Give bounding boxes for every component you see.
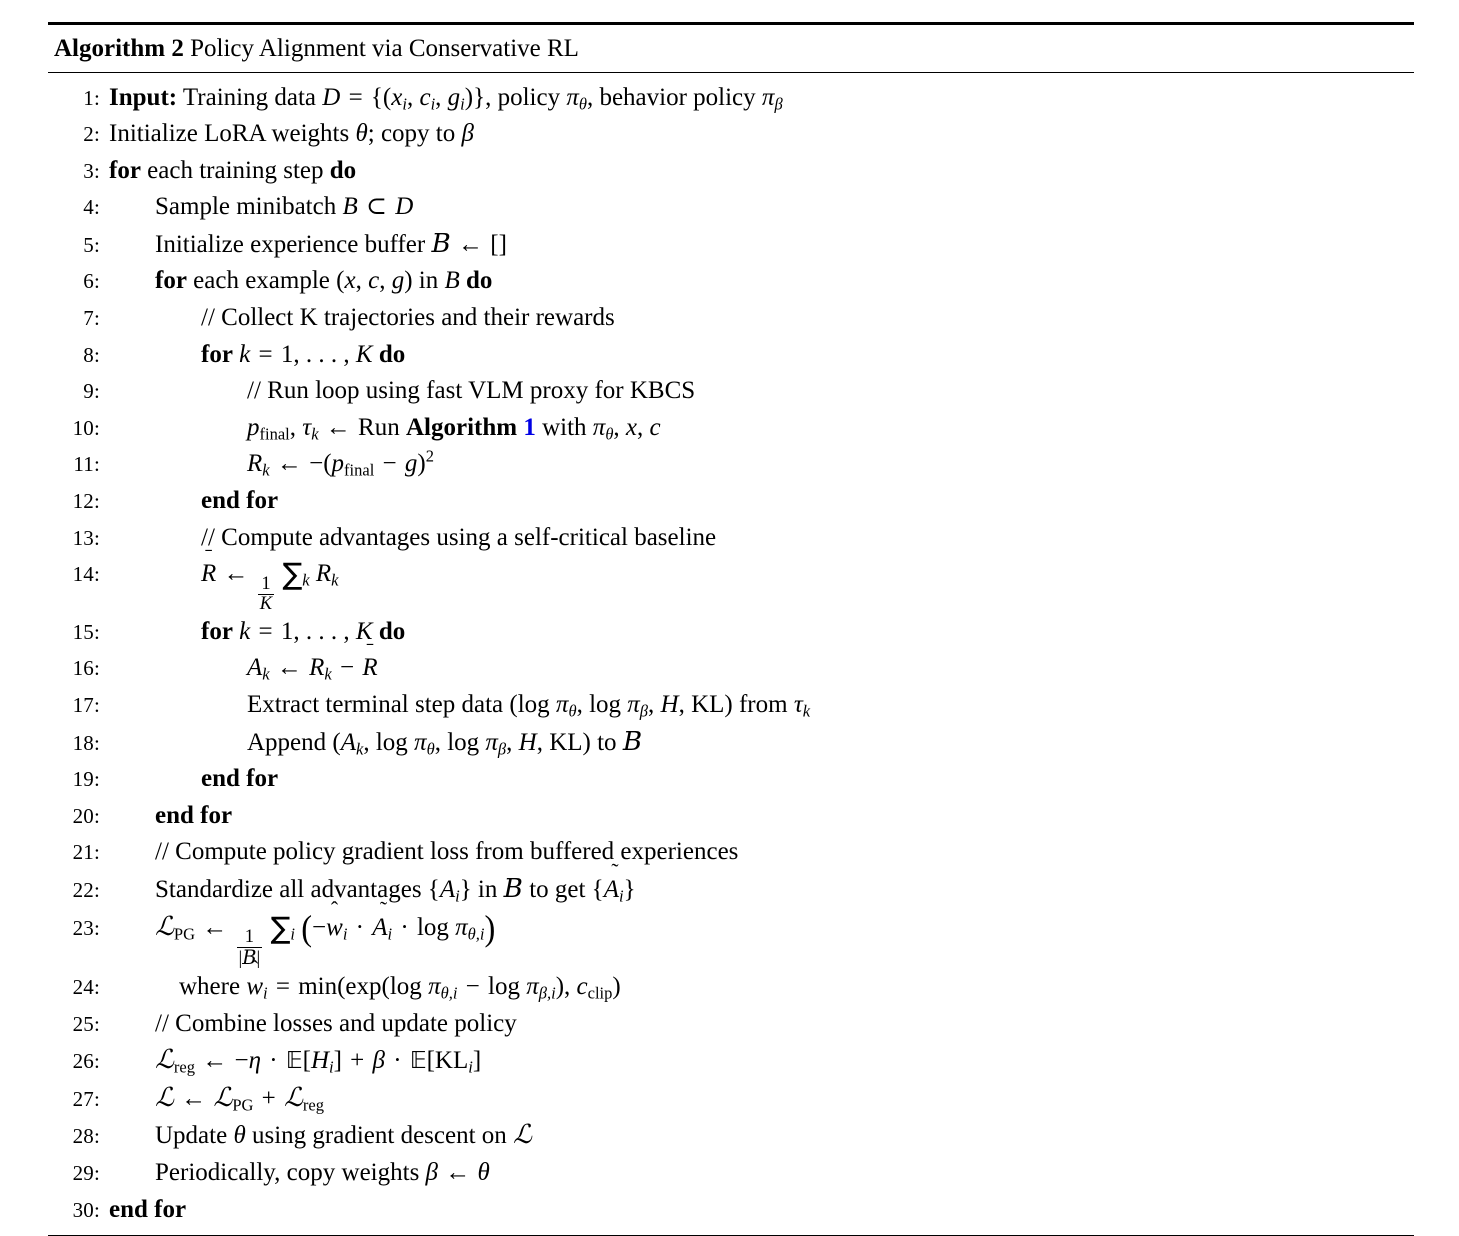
algo-line-28	[48, 1117, 1414, 1155]
line-number: 18:	[72, 730, 100, 755]
algo-line-27	[48, 1080, 1414, 1118]
line-content: ℒ$_{reg}$ ← $-\eta \cdot 𝔼[H_i] + \beta$ · $𝔼[KL_i]$	[155, 1045, 482, 1077]
algo-line-26	[48, 1042, 1414, 1080]
line-number: 21:	[72, 840, 100, 865]
algo-line-20	[48, 798, 1414, 835]
line-number: 9:	[83, 379, 100, 404]
algo-line-2	[48, 116, 1414, 153]
line-number: 22:	[72, 877, 100, 902]
algorithm-block	[48, 22, 1414, 1236]
algo-line-30	[48, 1192, 1414, 1229]
line-content: ℒ$_{PG}$ ← $\frac{1}{\text{|𝐵|}}$ $\sum_i$ (− $w_i$ · $A_i \cdot \log \pi_{\theta,i}$)	[155, 909, 496, 970]
line-number: 20:	[72, 803, 100, 828]
line-number: 12:	[72, 489, 100, 514]
algo-line-16	[48, 650, 1414, 687]
line-content: R ← $\frac{1}{K}$ $\sum_k$ $R_k$	[201, 557, 339, 614]
line-number: 16:	[72, 656, 100, 681]
line-content: Initialize LoRA weights θ; copy to β	[109, 120, 474, 148]
line-content: Input: Training data $D = \{(x_i$, $c_i$, $g_i$)}, policy $\pi_\theta$, behavior policy $\pi_\beta$	[109, 83, 783, 113]
algo-line-21	[48, 834, 1414, 871]
line-content: for k = 1, . . . , K do	[201, 340, 406, 368]
algo-line-9	[48, 373, 1414, 410]
algo-line-19	[48, 761, 1414, 798]
algo-line-15	[48, 614, 1414, 651]
line-content: $R_k$ ← $-(p_{final} - g)^2$	[247, 446, 434, 480]
line-number: 19:	[72, 767, 100, 792]
line-content: Periodically, copy weights β ← θ	[155, 1158, 490, 1186]
line-content: end for	[201, 487, 279, 515]
line-content: Extract terminal step data (log $\pi_\theta$, $\log \pi_\beta$, H, KL) from $\tau_k$	[247, 690, 811, 721]
line-number: 26:	[72, 1049, 100, 1074]
line-number: 4:	[83, 195, 100, 220]
algo-line-11	[48, 446, 1414, 483]
line-number: 13:	[72, 525, 100, 550]
algo-line-22	[48, 871, 1414, 909]
line-number: 30:	[72, 1197, 100, 1222]
line-number: 28:	[72, 1124, 100, 1149]
line-content: Append ($A_k$, $\log \pi_\theta$, $\log \pi_\beta$, H, KL) to 𝐵	[247, 726, 643, 758]
algo-line-14	[48, 556, 1414, 614]
line-number: 25:	[72, 1011, 100, 1036]
line-content: end for	[109, 1195, 187, 1223]
line-number: 6:	[83, 269, 100, 294]
line-content: $A_k$ ← $R_k$ − R	[247, 654, 378, 684]
line-number: 5:	[83, 232, 100, 257]
line-content: // Run loop using fast VLM proxy for KBCS	[247, 377, 696, 405]
line-number: 8:	[83, 342, 100, 367]
line-number: 17:	[72, 692, 100, 717]
algo-line-12	[48, 483, 1414, 520]
line-number: 11:	[73, 452, 100, 477]
line-number: 10:	[72, 415, 100, 440]
line-content: for each example (x, c, g) in B do	[155, 267, 493, 295]
line-content: Update θ using gradient descent on ℒ	[155, 1120, 532, 1151]
algo-line-29	[48, 1155, 1414, 1192]
line-content: // Compute policy gradient loss from buffered experiences	[155, 838, 739, 866]
line-content: end for	[201, 765, 279, 793]
algo-line-10	[48, 410, 1414, 447]
algorithm-label: Algorithm 2	[54, 35, 184, 62]
line-content: $p_{final}$, $\tau_k$ ← Run Algorithm 1 with $\pi_\theta$, x, c	[247, 413, 661, 444]
algo-line-17	[48, 687, 1414, 724]
line-number: 24:	[72, 975, 100, 999]
line-number: 14:	[72, 562, 100, 587]
algorithm-title-text: Policy Alignment via Conservative RL	[190, 35, 579, 62]
algo-line-4	[48, 189, 1414, 226]
line-content: // Collect K trajectories and their rewards	[201, 304, 615, 332]
algo-line-1	[48, 80, 1414, 117]
line-number: 23:	[72, 915, 100, 940]
line-content: // Compute advantages using a self-critical baseline	[201, 523, 717, 551]
line-number: 27:	[72, 1086, 100, 1111]
line-number: 3:	[83, 158, 100, 183]
line-number: 1:	[83, 85, 100, 110]
algo-line-8	[48, 337, 1414, 374]
algo-line-3	[48, 153, 1414, 190]
line-content: for k = 1, . . . , K do	[201, 617, 406, 645]
algo-line-18	[48, 724, 1414, 762]
algo-line-13	[48, 520, 1414, 557]
line-number: 15:	[72, 619, 100, 644]
line-number: 2:	[83, 122, 100, 147]
algo-line-24	[48, 969, 1414, 1006]
line-number: 7:	[83, 306, 100, 331]
algo-line-6	[48, 263, 1414, 300]
algo-line-5	[48, 226, 1414, 264]
line-content: Sample minibatch B ⊂ D	[155, 193, 414, 221]
line-content: end for	[155, 801, 233, 829]
algorithm-1-link[interactable]: 1	[523, 413, 536, 441]
algorithm-body	[48, 73, 1414, 1236]
line-content: where $w_i = \min(\exp(\log$ $\pi_{\theta,i} - \log \pi_{\beta,i}$), $c_{clip}$)	[179, 973, 621, 1003]
line-content: // Combine losses and update policy	[155, 1009, 517, 1037]
algo-line-7	[48, 300, 1414, 337]
line-content: Initialize experience buffer 𝐵 ← []	[155, 228, 507, 259]
line-content: Standardize all advantages $\{A_i\}$ in 𝐵 to get { $A_i$}	[155, 873, 636, 906]
algorithm-title	[48, 25, 1414, 72]
algo-line-25	[48, 1006, 1414, 1043]
line-content: for each training step do	[109, 156, 357, 184]
line-number: 29:	[72, 1160, 100, 1185]
line-content: ℒ ← ℒ$_{PG}$ + ℒ$_{reg}$	[155, 1082, 324, 1115]
